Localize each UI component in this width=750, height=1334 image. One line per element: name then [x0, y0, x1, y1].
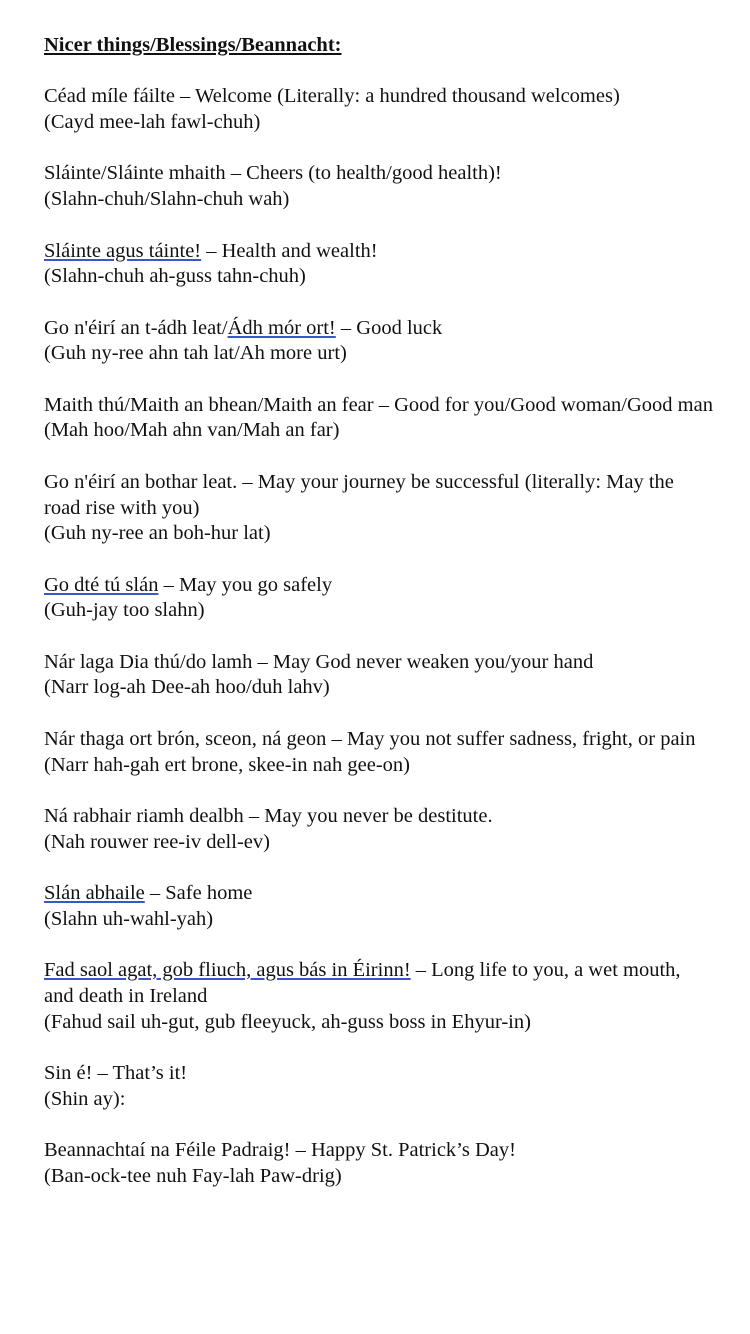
- phrase-entry: [44, 161, 714, 212]
- irish-phrase-link[interactable]: Slán abhaile: [44, 882, 145, 905]
- english-meaning: – May you never be destitute.: [243, 804, 493, 827]
- pronunciation: (Slahn uh-wahl-yah): [44, 907, 214, 930]
- english-meaning: – Welcome (Literally: a hundred thousand welcomes): [174, 85, 620, 108]
- english-meaning: – May you not suffer sadness, fright, or pain: [326, 727, 696, 750]
- phrase-line: [44, 1061, 714, 1087]
- irish-phrase: Nár laga Dia thú/do lamh: [44, 650, 253, 673]
- phrase-entry: [44, 958, 714, 1035]
- irish-phrase: Beannachtaí na Féile Padraig!: [44, 1139, 291, 1162]
- pronunciation: (Narr log-ah Dee-ah hoo/duh lahv): [44, 676, 330, 699]
- irish-phrase: Céad míle fáilte: [44, 85, 175, 108]
- phrase-entry: [44, 881, 714, 932]
- phrase-line: [44, 804, 714, 830]
- phrase-line: [44, 727, 714, 753]
- pronunciation: (Guh ny-ree an boh-hur lat): [44, 522, 271, 545]
- irish-phrase: Sin é!: [44, 1061, 93, 1084]
- irish-phrase-link[interactable]: Fad saol agat, gob fliuch, agus bás in Éirinn!: [44, 959, 411, 982]
- phrase-line: [44, 84, 714, 110]
- phrase-entry: [44, 804, 714, 855]
- phrase-line: [44, 393, 714, 419]
- phrase-entry: [44, 1138, 714, 1189]
- phrase-line: [44, 316, 714, 342]
- english-meaning: – May God never weaken you/your hand: [252, 650, 594, 673]
- irish-phrase: Maith thú/Maith an bhean/Maith an fear: [44, 393, 374, 416]
- pronunciation: (Cayd mee-lah fawl-chuh): [44, 111, 261, 134]
- english-meaning: – Cheers (to health/good health)!: [225, 162, 502, 185]
- english-meaning: – Good luck: [335, 316, 443, 339]
- english-meaning: – That’s it!: [92, 1061, 188, 1084]
- phrase-line: [44, 239, 714, 265]
- phrase-entry: [44, 239, 714, 290]
- pronunciation: (Narr hah-gah ert brone, skee-in nah gee-on): [44, 753, 410, 776]
- english-meaning: – Happy St. Patrick’s Day!: [290, 1139, 516, 1162]
- phrase-line: [44, 470, 714, 521]
- phrase-entry: [44, 650, 714, 701]
- pronunciation: (Guh ny-ree ahn tah lat/Ah more urt): [44, 342, 347, 365]
- irish-phrase: Go n'éirí an bothar leat.: [44, 470, 238, 493]
- phrase-entry: [44, 393, 714, 444]
- pronunciation: (Slahn-chuh/Slahn-chuh wah): [44, 188, 290, 211]
- pronunciation: (Nah rouwer ree-iv dell-ev): [44, 830, 270, 853]
- irish-phrase: Sláinte/Sláinte mhaith: [44, 162, 226, 185]
- phrase-line: [44, 650, 714, 676]
- phrase-entry: [44, 316, 714, 367]
- phrase-entry: [44, 84, 714, 135]
- english-meaning: – Long life to you, a wet mouth, and death in Ireland: [44, 959, 681, 1007]
- english-meaning: – May your journey be successful (literally: May the road rise with you): [44, 470, 674, 519]
- english-meaning: – May you go safely: [158, 573, 333, 596]
- irish-phrase-link[interactable]: Go dté tú slán: [44, 573, 159, 596]
- pronunciation: (Mah hoo/Mah ahn van/Mah an far): [44, 419, 340, 442]
- english-meaning: – Safe home: [144, 882, 253, 905]
- document-page: [44, 33, 714, 1215]
- phrase-line: [44, 1138, 714, 1164]
- irish-phrase-link[interactable]: Sláinte agus táinte!: [44, 239, 202, 262]
- phrase-line: [44, 958, 714, 1009]
- phrase-line: [44, 881, 714, 907]
- irish-phrase-link[interactable]: Ádh mór ort!: [227, 316, 336, 339]
- phrase-entry: [44, 470, 714, 547]
- pronunciation: (Ban-ock-tee nuh Fay-lah Paw-drig): [44, 1164, 342, 1187]
- pronunciation: (Slahn-chuh ah-guss tahn-chuh): [44, 265, 306, 288]
- phrase-entry: [44, 1061, 714, 1112]
- phrase-line: [44, 573, 714, 599]
- irish-phrase: Go n'éirí an t-ádh leat/: [44, 316, 228, 339]
- english-meaning: – Health and wealth!: [201, 239, 378, 262]
- english-meaning: – Good for you/Good woman/Good man: [373, 393, 713, 416]
- phrase-line: [44, 161, 714, 187]
- page-heading: Nicer things/Blessings/Beannacht:: [44, 34, 342, 56]
- pronunciation: (Fahud sail uh-gut, gub fleeyuck, ah-guss boss in Ehyur-in): [44, 1010, 531, 1033]
- irish-phrase: Ná rabhair riamh dealbh: [44, 804, 244, 827]
- pronunciation: (Shin ay):: [44, 1087, 126, 1110]
- phrase-entry: [44, 727, 714, 778]
- pronunciation: (Guh-jay too slahn): [44, 599, 205, 622]
- irish-phrase: Nár thaga ort brón, sceon, ná geon: [44, 727, 327, 750]
- phrase-entry: [44, 573, 714, 624]
